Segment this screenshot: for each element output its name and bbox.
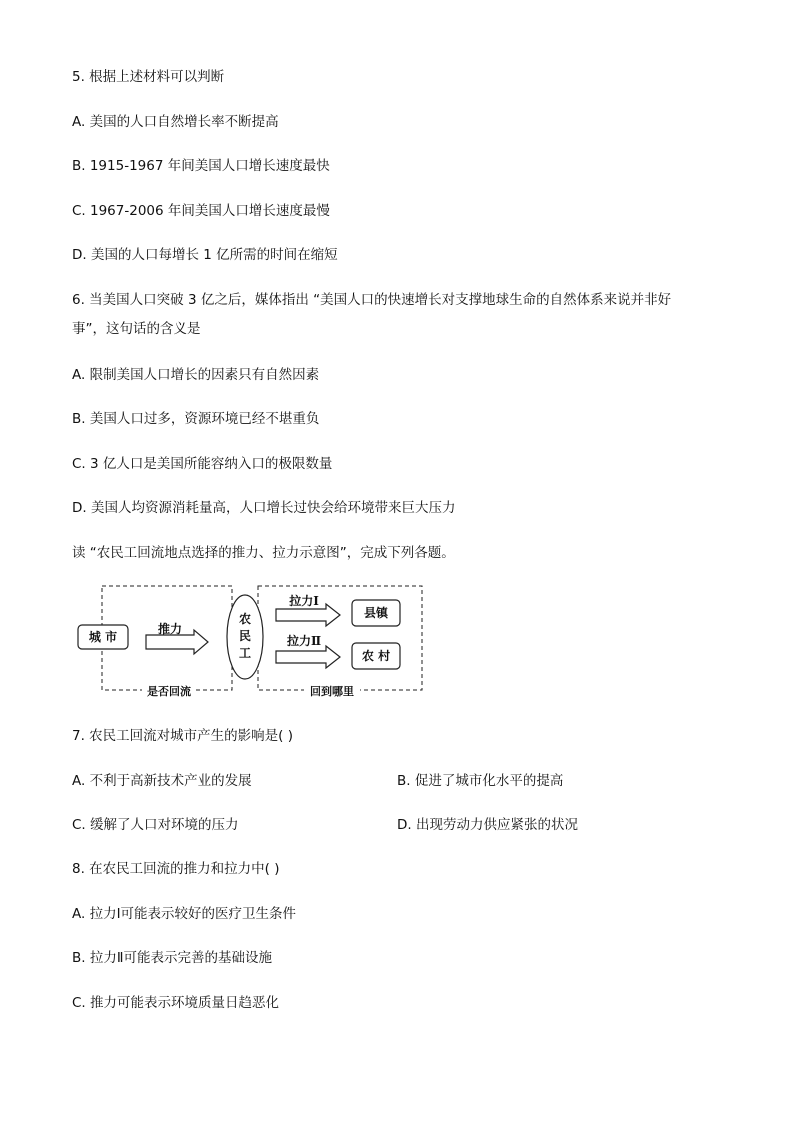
q7-option-a: A. 不利于高新技术产业的发展 xyxy=(72,773,252,789)
pull2-label: 拉力Ⅱ xyxy=(286,634,322,648)
q6-option-b: B. 美国人口过多，资源环境已经不堪重负 xyxy=(72,411,320,427)
q5-stem: 5. 根据上述材料可以判断 xyxy=(72,69,225,85)
pull2-arrow xyxy=(276,646,340,668)
q7-stem: 7. 农民工回流对城市产生的影响是( ) xyxy=(72,728,293,744)
q6-option-c: C. 3 亿人口是美国所能容纳入口的极限数量 xyxy=(72,456,333,472)
q6-stem-line2: 事”，这句话的含义是 xyxy=(72,321,201,337)
town-label: 县镇 xyxy=(363,606,389,620)
q8-option-c: C. 推力可能表示环境质量日趋恶化 xyxy=(72,995,280,1011)
q7-option-b: B. 促进了城市化水平的提高 xyxy=(397,773,564,789)
q5-option-c: C. 1967-2006 年间美国人口增长速度最慢 xyxy=(72,203,330,219)
push-label: 推力 xyxy=(157,622,183,636)
diagram-intro: 读 “农民工回流地点选择的推力、拉力示意图”，完成下列各题。 xyxy=(72,545,455,561)
diagram-svg xyxy=(72,580,432,698)
migrant-char-3: 工 xyxy=(238,646,252,660)
migrant-char-1: 农 xyxy=(238,612,252,626)
push-pull-diagram xyxy=(72,580,432,698)
q7-option-c: C. 缓解了人口对环境的压力 xyxy=(72,817,239,833)
city-label: 城 市 xyxy=(88,630,118,644)
q5-option-d: D. 美国的人口每增长 1 亿所需的时间在缩短 xyxy=(72,247,338,263)
migrant-char-2: 民 xyxy=(238,629,252,643)
q7-option-d: D. 出现劳动力供应紧张的状况 xyxy=(397,817,578,833)
q6-stem-line1: 6. 当美国人口突破 3 亿之后，媒体指出 “美国人口的快速增长对支撑地球生命的自然体系来说并非好 xyxy=(72,292,672,308)
q5-option-b: B. 1915-1967 年间美国人口增长速度最快 xyxy=(72,158,330,174)
left-region-label: 是否回流 xyxy=(147,685,191,698)
right-region-label: 回到哪里 xyxy=(310,685,354,698)
q8-option-b: B. 拉力Ⅱ可能表示完善的基础设施 xyxy=(72,950,272,966)
pull1-label: 拉力Ⅰ xyxy=(289,594,319,608)
q6-option-d: D. 美国人均资源消耗量高，人口增长过快会给环境带来巨大压力 xyxy=(72,500,456,516)
q5-option-a: A. 美国的人口自然增长率不断提高 xyxy=(72,114,279,130)
q6-option-a: A. 限制美国人口增长的因素只有自然因素 xyxy=(72,367,320,383)
q8-option-a: A. 拉力Ⅰ可能表示较好的医疗卫生条件 xyxy=(72,906,297,922)
q8-stem: 8. 在农民工回流的推力和拉力中( ) xyxy=(72,861,280,877)
village-label: 农 村 xyxy=(361,649,391,663)
